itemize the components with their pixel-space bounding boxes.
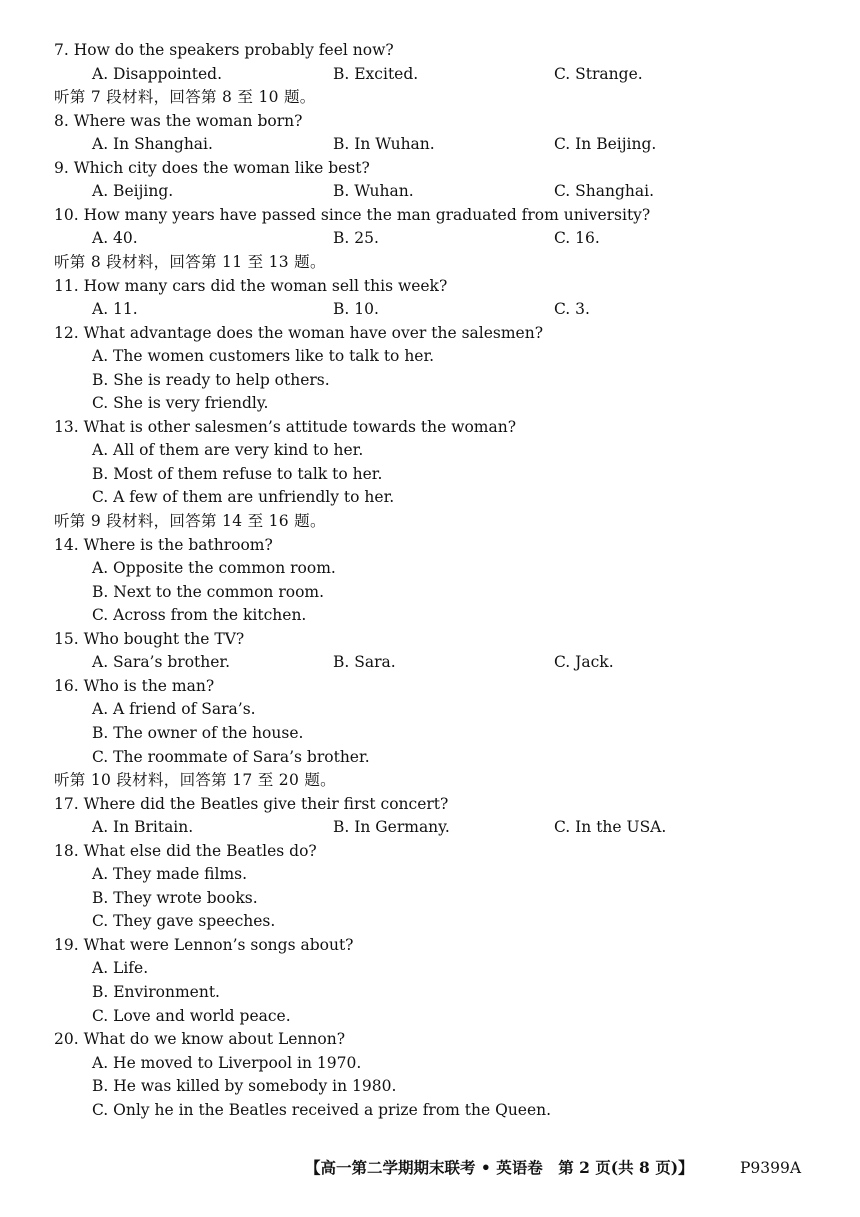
option-row bbox=[0, 603, 860, 627]
option-b: B. Wuhan. bbox=[333, 182, 414, 201]
option-text: B. He was killed by somebody in 1980. bbox=[92, 1077, 397, 1096]
section-instruction: 听第 8 段材料，回答第 11 至 13 题。 bbox=[54, 252, 326, 271]
question-row bbox=[0, 839, 860, 863]
question-row bbox=[0, 38, 860, 62]
option-b: B. Excited. bbox=[333, 64, 419, 83]
section-instruction-row bbox=[0, 509, 860, 533]
question-row bbox=[0, 933, 860, 957]
option-a: A. Beijing. bbox=[92, 182, 174, 201]
section-instruction: 听第 10 段材料，回答第 17 至 20 题。 bbox=[54, 771, 336, 790]
option-row bbox=[0, 438, 860, 462]
option-a: A. 40. bbox=[92, 229, 138, 248]
section-instruction: 听第 7 段材料，回答第 8 至 10 题。 bbox=[54, 88, 316, 107]
question-text: 12. What advantage does the woman have over the salesmen? bbox=[54, 323, 544, 342]
section-instruction-row bbox=[0, 768, 860, 792]
option-text: C. They gave speeches. bbox=[92, 912, 276, 931]
question-row bbox=[0, 274, 860, 298]
option-c: C. 3. bbox=[554, 300, 590, 319]
option-text: B. They wrote books. bbox=[92, 888, 258, 907]
option-text: B. Most of them refuse to talk to her. bbox=[92, 464, 383, 483]
option-text: C. The roommate of Sara’s brother. bbox=[92, 747, 370, 766]
options-row bbox=[0, 132, 860, 156]
question-text: 16. Who is the man? bbox=[54, 676, 215, 695]
option-row bbox=[0, 556, 860, 580]
footer-title: 【高一第二学期期末联考 • 英语卷 第 2 页(共 8 页)】 bbox=[305, 1158, 694, 1177]
options-row bbox=[0, 179, 860, 203]
option-row bbox=[0, 886, 860, 910]
question-text: 13. What is other salesmen’s attitude towards the woman? bbox=[54, 417, 517, 436]
question-row bbox=[0, 109, 860, 133]
option-text: A. He moved to Liverpool in 1970. bbox=[92, 1053, 362, 1072]
option-row bbox=[0, 368, 860, 392]
section-instruction: 听第 9 段材料，回答第 14 至 16 题。 bbox=[54, 512, 326, 530]
section-instruction-row bbox=[0, 85, 860, 109]
option-text: A. Life. bbox=[92, 959, 149, 978]
option-text: A. The women customers like to talk to her. bbox=[92, 347, 435, 366]
option-b: B. In Wuhan. bbox=[333, 135, 435, 154]
option-a: A. 11. bbox=[92, 300, 138, 319]
options-row bbox=[0, 297, 860, 321]
option-row bbox=[0, 956, 860, 980]
question-row bbox=[0, 321, 860, 345]
option-c: C. 16. bbox=[554, 229, 600, 248]
option-c: C. Shanghai. bbox=[554, 182, 655, 201]
option-c: C. In the USA. bbox=[554, 818, 667, 837]
option-text: B. Next to the common room. bbox=[92, 582, 325, 601]
option-row bbox=[0, 1098, 860, 1122]
option-row bbox=[0, 862, 860, 886]
option-a: A. Disappointed. bbox=[92, 64, 222, 83]
option-text: B. The owner of the house. bbox=[92, 723, 304, 742]
option-text: A. Opposite the common room. bbox=[92, 559, 336, 578]
question-text: 10. How many years have passed since the man graduated from university? bbox=[54, 205, 651, 224]
options-row bbox=[0, 226, 860, 250]
option-text: C. Across from the kitchen. bbox=[92, 606, 307, 625]
option-text: B. She is ready to help others. bbox=[92, 370, 330, 389]
option-c: C. In Beijing. bbox=[554, 135, 657, 154]
question-text: 7. How do the speakers probably feel now? bbox=[54, 41, 394, 59]
option-text: A. They made films. bbox=[92, 865, 248, 884]
question-row bbox=[0, 156, 860, 180]
option-a: A. In Shanghai. bbox=[92, 135, 213, 154]
question-row bbox=[0, 533, 860, 557]
option-a: A. In Britain. bbox=[92, 818, 194, 837]
option-row bbox=[0, 580, 860, 604]
question-row bbox=[0, 1027, 860, 1051]
paper-code: P9399A bbox=[740, 1159, 802, 1177]
option-b: B. 10. bbox=[333, 300, 379, 319]
option-a: A. Sara’s brother. bbox=[92, 653, 231, 672]
options-row bbox=[0, 650, 860, 674]
option-text: C. Love and world peace. bbox=[92, 1006, 291, 1025]
question-row bbox=[0, 674, 860, 698]
question-row bbox=[0, 203, 860, 227]
question-row bbox=[0, 415, 860, 439]
question-text: 17. Where did the Beatles give their first concert? bbox=[54, 794, 449, 813]
option-row bbox=[0, 1051, 860, 1075]
option-b: B. Sara. bbox=[333, 653, 396, 672]
option-row bbox=[0, 745, 860, 769]
question-text: 8. Where was the woman born? bbox=[54, 111, 303, 130]
question-text: 20. What do we know about Lennon? bbox=[54, 1030, 346, 1049]
option-text: B. Environment. bbox=[92, 983, 220, 1001]
option-row bbox=[0, 721, 860, 745]
options-row bbox=[0, 62, 860, 86]
option-text: A. A friend of Sara’s. bbox=[92, 700, 256, 719]
question-text: 14. Where is the bathroom? bbox=[54, 535, 273, 554]
question-text: 11. How many cars did the woman sell this week? bbox=[54, 276, 448, 295]
question-text: 18. What else did the Beatles do? bbox=[54, 841, 317, 860]
option-row bbox=[0, 485, 860, 509]
option-row bbox=[0, 980, 860, 1004]
option-b: B. 25. bbox=[333, 229, 379, 248]
option-text: A. All of them are very kind to her. bbox=[92, 441, 364, 460]
question-text: 9. Which city does the woman like best? bbox=[54, 158, 370, 177]
question-row bbox=[0, 792, 860, 816]
option-row bbox=[0, 344, 860, 368]
section-instruction-row bbox=[0, 250, 860, 274]
option-row bbox=[0, 391, 860, 415]
option-row bbox=[0, 909, 860, 933]
page-footer bbox=[0, 1155, 860, 1181]
option-b: B. In Germany. bbox=[333, 818, 450, 837]
option-row bbox=[0, 1074, 860, 1098]
options-row bbox=[0, 815, 860, 839]
option-text: C. She is very friendly. bbox=[92, 394, 269, 413]
option-c: C. Jack. bbox=[554, 653, 614, 672]
option-row bbox=[0, 697, 860, 721]
option-row bbox=[0, 462, 860, 486]
option-text: C. Only he in the Beatles received a prize from the Queen. bbox=[92, 1100, 552, 1119]
question-text: 15. Who bought the TV? bbox=[54, 629, 245, 648]
option-text: C. A few of them are unfriendly to her. bbox=[92, 488, 395, 507]
question-row bbox=[0, 627, 860, 651]
option-row bbox=[0, 1004, 860, 1028]
question-text: 19. What were Lennon’s songs about? bbox=[54, 935, 354, 954]
option-c: C. Strange. bbox=[554, 64, 643, 83]
